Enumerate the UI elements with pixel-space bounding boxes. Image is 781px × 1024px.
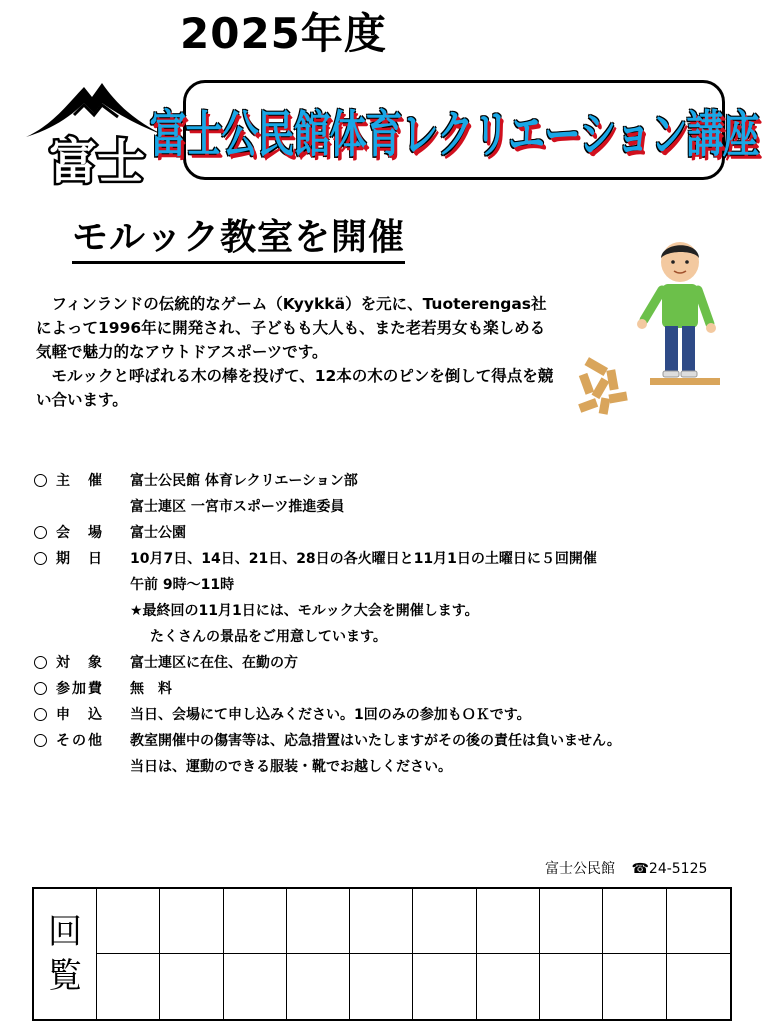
detail-value: 富士公民館 体育レクリエーション部: [130, 473, 358, 489]
detail-note: たくさんの景品をご用意しています。: [150, 629, 387, 645]
page-heading: モルック教室を開催: [72, 215, 405, 264]
circulation-cell: [350, 954, 413, 1019]
detail-value: 富士公園: [130, 525, 186, 541]
intro-paragraph-2: モルックと呼ばれる木の棒を投げて、12本の木のピンを倒して得点を競い合います。: [36, 367, 554, 409]
circulation-cell: [224, 889, 287, 954]
detail-label: その他: [56, 733, 104, 749]
detail-value: 富士連区に在住、在勤の方: [130, 655, 298, 671]
circulation-label-top: 回: [48, 912, 82, 952]
circulation-grid: [97, 889, 730, 1019]
circle-bullet-icon: [34, 682, 47, 695]
detail-value: 教室開催中の傷害等は、応急措置はいたしますがその後の責任は負いません。: [130, 733, 621, 749]
detail-value: 10月7日、14日、21日、28日の各火曜日と11月1日の土曜日に５回開催: [130, 551, 597, 567]
circulation-cell: [667, 889, 730, 954]
detail-other-cont: [34, 754, 774, 780]
detail-label: 参加費: [56, 681, 104, 697]
detail-value: 午前 9時～11時: [130, 577, 235, 593]
circle-bullet-icon: [34, 656, 47, 669]
circulation-label-bottom: 覧: [48, 956, 82, 996]
circle-bullet-icon: [34, 526, 47, 539]
contact-name: 富士公民館: [545, 861, 615, 877]
circle-bullet-icon: [34, 552, 47, 565]
detail-dates-time: [34, 572, 774, 598]
logo-text: 富士: [48, 134, 146, 190]
telephone-icon: ☎: [631, 861, 649, 877]
circle-bullet-icon: [34, 708, 47, 721]
circulation-cell: [160, 889, 223, 954]
circulation-table: [32, 887, 732, 1021]
circle-bullet-icon: [34, 474, 47, 487]
year-title: 2025年度: [180, 9, 387, 58]
detail-value: 無 料: [130, 681, 172, 697]
circle-bullet-icon: [34, 734, 47, 747]
detail-label: 会 場: [56, 525, 104, 541]
detail-label: 申 込: [56, 707, 104, 723]
detail-dates-note: [34, 624, 774, 650]
banner-title: 富士公民館体育レクリエーション講座: [149, 105, 759, 164]
contact-info: [545, 858, 707, 878]
circulation-cell: [224, 954, 287, 1019]
circulation-cell: [477, 954, 540, 1019]
circulation-cell: [540, 954, 603, 1019]
circulation-cell: [603, 954, 666, 1019]
detail-dates: [34, 546, 774, 572]
detail-application: [34, 702, 774, 728]
detail-value: 当日、会場にて申し込みください。1回のみの参加もＯＫです。: [130, 707, 531, 723]
circulation-cell: [97, 889, 160, 954]
detail-fee: [34, 676, 774, 702]
molkky-player-illustration: [570, 238, 750, 418]
detail-other: [34, 728, 774, 754]
detail-organizer: [34, 468, 774, 494]
circulation-cell: [413, 954, 476, 1019]
circulation-cell: [97, 954, 160, 1019]
detail-value: 当日は、運動のできる服装・靴でお越しください。: [130, 759, 452, 775]
detail-label: 期 日: [56, 551, 104, 567]
detail-note: ★最終回の11月1日には、モルック大会を開催します。: [130, 603, 479, 619]
circulation-cell: [477, 889, 540, 954]
detail-label: 対 象: [56, 655, 104, 671]
circulation-label: [34, 889, 97, 1019]
circulation-cell: [413, 889, 476, 954]
detail-venue: [34, 520, 774, 546]
circulation-cell: [287, 954, 350, 1019]
intro-text: [36, 292, 556, 412]
detail-dates-note: [34, 598, 774, 624]
detail-organizer-cont: [34, 494, 774, 520]
title-banner: [149, 80, 759, 180]
intro-paragraph-1: フィンランドの伝統的なゲーム（Kyykkä）を元に、Tuoterengas社によって1996年に開発され、子どもも大人も、また老若男女も楽しめる気軽で魅力的なアウトドアスポーツです。: [36, 295, 547, 361]
circulation-cell: [667, 954, 730, 1019]
detail-value: 富士連区 一宮市スポーツ推進委員: [130, 499, 345, 515]
detail-target: [34, 650, 774, 676]
circulation-cell: [287, 889, 350, 954]
circulation-cell: [160, 954, 223, 1019]
event-details: [34, 468, 774, 780]
contact-phone: 24-5125: [648, 861, 708, 877]
circulation-cell: [603, 889, 666, 954]
detail-label: 主 催: [56, 473, 104, 489]
circulation-cell: [540, 889, 603, 954]
circulation-cell: [350, 889, 413, 954]
